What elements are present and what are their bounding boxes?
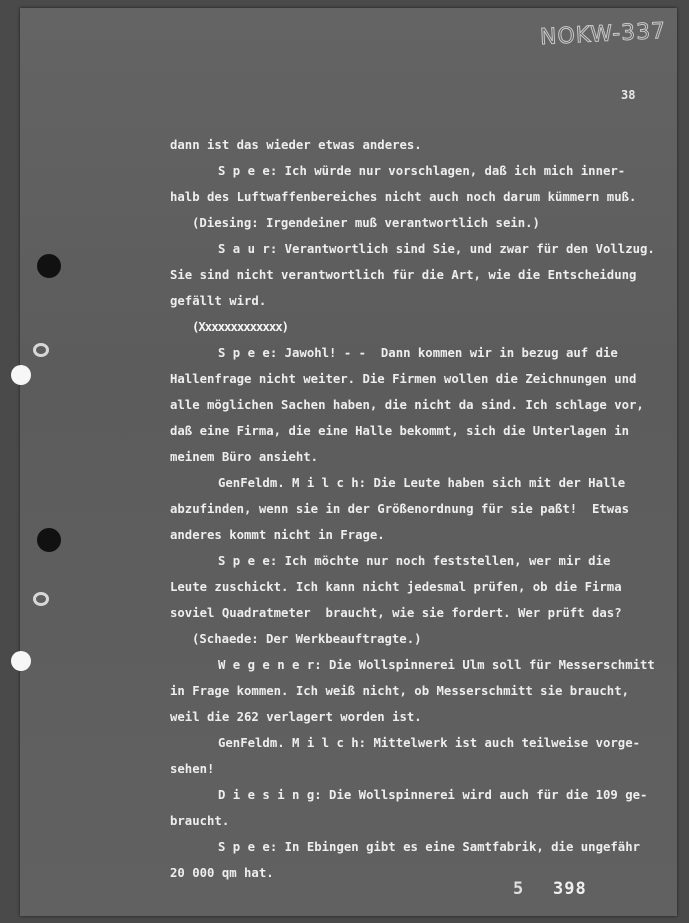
binder-hole	[37, 528, 61, 552]
transcript-line: braucht.	[170, 814, 230, 828]
transcript-line: daß eine Firma, die eine Halle bekommt, sich die Unterlagen in	[170, 424, 630, 438]
speaker-label: W e g e n e r:	[218, 658, 322, 672]
binder-hole	[37, 254, 61, 278]
speaker-label: D i e s i n g:	[218, 788, 322, 802]
speaker-label: S p e e:	[218, 346, 278, 360]
page-number: 38	[621, 88, 636, 102]
transcript-line: 20 000 qm hat.	[170, 866, 274, 880]
punch-hole	[11, 651, 31, 671]
transcript-line: alle möglichen Sachen haben, die nicht da sind. Ich schlage vor,	[170, 398, 644, 412]
transcript-line: meinem Büro ansieht.	[170, 450, 319, 464]
transcript-line: Hallenfrage nicht weiter. Die Firmen wollen die Zeichnungen und	[170, 372, 637, 386]
speaker-label: S a u r:	[218, 242, 278, 256]
transcript-line: gefällt wird.	[170, 294, 267, 308]
transcript-line: soviel Quadratmeter braucht, wie sie fordert. Wer prüft das?	[170, 606, 622, 620]
speaker-label: S p e e:	[218, 840, 278, 854]
transcript-line: weil die 262 verlagert worden ist.	[170, 710, 422, 724]
transcript-line: S a u r: Verantwortlich sind Sie, und zwar für den Vollzug.	[218, 242, 655, 256]
transcript-line: halb des Luftwaffenbereiches nicht auch noch darum kümmern muß.	[170, 190, 637, 204]
transcript-line: Leute zuschickt. Ich kann nicht jedesmal prüfen, ob die Firma	[170, 580, 622, 594]
transcript-line: Sie sind nicht verantwortlich für die Art, wie die Entscheidung	[170, 268, 637, 282]
transcript-line: D i e s i n g: Die Wollspinnerei wird auch für die 109 ge-	[218, 788, 648, 802]
transcript-line: (Schaede: Der Werkbeauftragte.)	[192, 632, 422, 646]
transcript-line: W e g e n e r: Die Wollspinnerei Ulm soll für Messerschmitt	[218, 658, 655, 672]
transcript-line: sehen!	[170, 762, 215, 776]
document-page	[20, 8, 677, 916]
transcript-line: S p e e: Ich würde nur vorschlagen, daß ich mich inner-	[218, 164, 626, 178]
archive-stamp: NOKW-337	[539, 18, 667, 51]
transcript-line: S p e e: Jawohl! - - Dann kommen wir in bezug auf die	[218, 346, 618, 360]
binder-ring-mark	[33, 592, 49, 606]
transcript-body	[170, 132, 680, 886]
speaker-label: S p e e:	[218, 554, 278, 568]
transcript-line: (Diesing: Irgendeiner muß verantwortlich sein.)	[192, 216, 540, 230]
handwritten-tick: 5	[513, 879, 524, 899]
folio-number: 398	[553, 879, 587, 899]
struck-out-line: (Xxxxxxxxxxxxx)	[192, 320, 289, 334]
transcript-line: in Frage kommen. Ich weiß nicht, ob Messerschmitt sie braucht,	[170, 684, 630, 698]
binder-ring-mark	[33, 343, 49, 357]
transcript-line: anderes kommt nicht in Frage.	[170, 528, 385, 542]
punch-hole	[11, 365, 31, 385]
transcript-line: S p e e: Ich möchte nur noch feststellen, wer mir die	[218, 554, 611, 568]
transcript-line: GenFeldm. M i l c h: Die Leute haben sich mit der Halle	[218, 476, 626, 490]
transcript-line: dann ist das wieder etwas anderes.	[170, 138, 422, 152]
speaker-label: GenFeldm. M i l c h:	[218, 476, 367, 490]
speaker-label: GenFeldm. M i l c h:	[218, 736, 367, 750]
transcript-line: GenFeldm. M i l c h: Mittelwerk ist auch teilweise vorge-	[218, 736, 641, 750]
transcript-line: abzufinden, wenn sie in der Größenordnung für sie paßt! Etwas	[170, 502, 630, 516]
speaker-label: S p e e:	[218, 164, 278, 178]
transcript-line: S p e e: In Ebingen gibt es eine Samtfabrik, die ungefähr	[218, 840, 640, 854]
